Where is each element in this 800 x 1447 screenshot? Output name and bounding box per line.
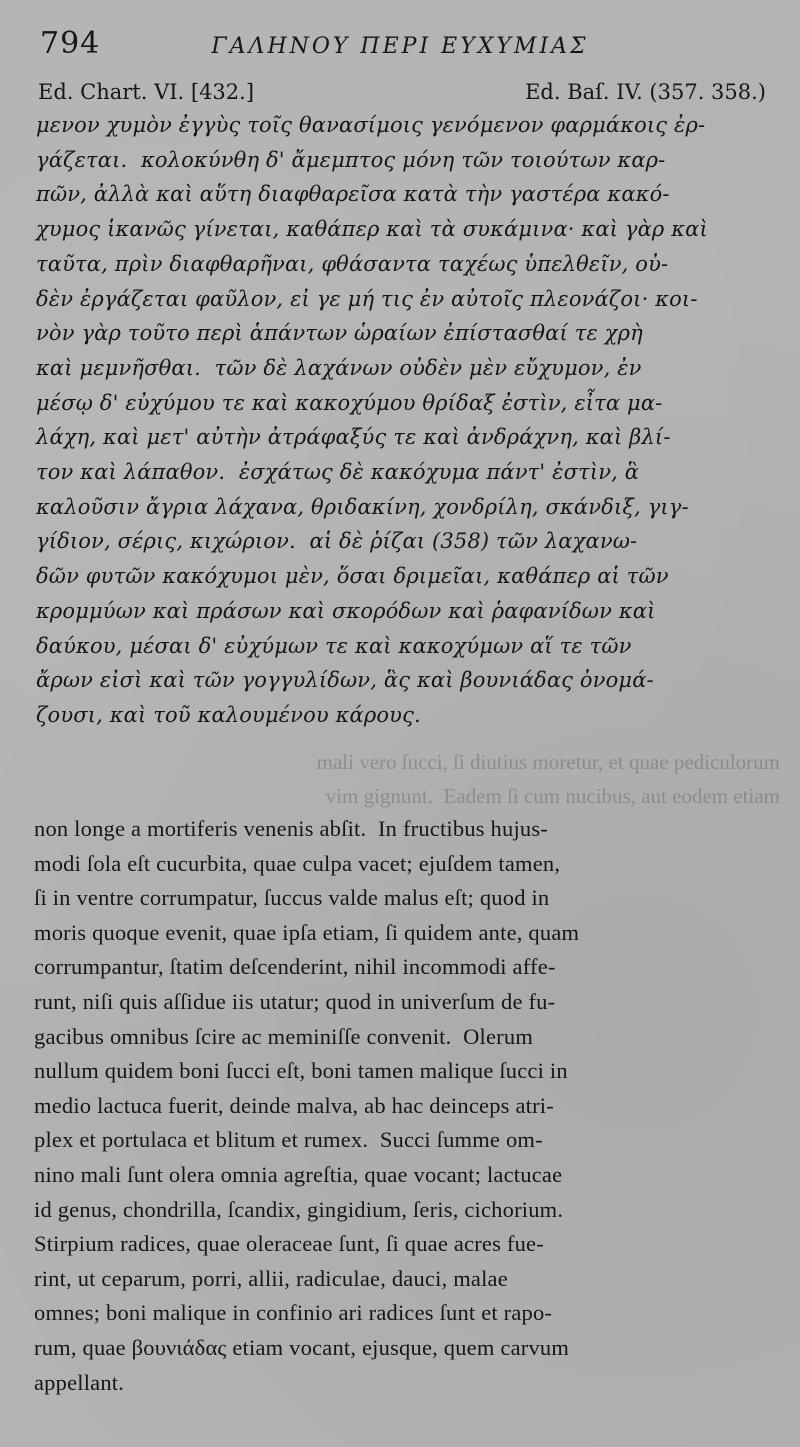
running-title: ΓΑΛΗΝΟΥ ΠΕΡΙ ΕΥΧΥΜΙΑΣ <box>211 34 589 59</box>
bleed-through-text: mali vero ſucci, ſi diutius moretur, et quae pediculorum vim gignunt. Eadem ſi cum nucibus, aut eodem etiam <box>316 750 780 808</box>
page-number: 794 <box>40 26 101 61</box>
greek-text-block: μενον χυμὸν ἐγγὺς τοῖς θανασίμοις γενόμενον φαρμάκοις ἐρ- γάζεται. κολοκύνθη δ' ἄμεμπτος μόνη τῶν τοιούτων καρ- πῶν, ἀλλὰ καὶ αὕτη διαφθαρεῖσα κατὰ τὴν γαστέρα κακό- χυμος ἱκανῶς γίνεται, καθάπερ καὶ τὰ συκάμινα· καὶ γὰρ καὶ ταῦτα, πρὶν διαφθαρῆναι, φθάσαντα ταχέως ὑπελθεῖν, οὐ- δὲν ἐργάζεται φαῦλον, εἰ γε μή τις ἐν αὐτοῖς πλεονάζοι· κοι- νὸν γὰρ τοῦτο περὶ ἁπάντων ὡραίων ἐπίστασθαί τε χρὴ καὶ μεμνῆσθαι. τῶν δὲ λαχάνων οὐδὲν μὲν εὔχυμον, ἐν μέσῳ δ' εὐχύμου τε καὶ κακοχύμου θρίδαξ ἐστὶν, εἶτα μα- λάχη, καὶ μετ' αὐτὴν ἀτράφαξύς τε καὶ ἀνδράχνη, καὶ βλί- τον καὶ λάπαθον. ἐσχάτως δὲ κακόχυμα πάντ' ἐστὶν, ἃ καλοῦσιν ἄγρια λάχανα, θριδακίνη, χονδρίλη, σκάνδιξ, γιγ- γίδιον, σέρις, κιχώριον. αἱ δὲ ῥίζαι (358) τῶν λαχανω- δῶν φυτῶν κακόχυμοι μὲν, ὅσαι δριμεῖαι, καθάπερ αἱ τῶν κρομμύων καὶ πράσων καὶ σκορόδων καὶ ῥαφανίδων καὶ δαύκου, μέσαι δ' εὐχύμων τε καὶ κακοχύμων αἵ τε τῶν ἄρων εἰσὶ καὶ τῶν γογγυλίδων, ἃς καὶ βουνιάδας ὀνομά- ζουσι, καὶ τοῦ καλουμένου κάρους. <box>36 113 708 727</box>
latin-text-block: non longe a mortiferis venenis abſit. In fructibus hujus- modi ſola eſt cucurbita, quae culpa vacet; ejuſdem tamen, ſi in ventre corrumpatur, ſuccus valde malus eſt; quod in moris quoque evenit, quae ipſa etiam, ſi quidem ante, quam corrumpantur, ſtatim deſcenderint, nihil incommodi affe- runt, niſi quis aſſidue iis utatur; quod in univerſum de fu- gacibus omnibus ſcire ac meminiſſe convenit. Olerum nullum quidem boni ſucci eſt, boni tamen malique ſucci in medio lactuca fuerit, deinde malva, ab hac deinceps atri- plex et portulaca et blitum et rumex. Succi ſumme om- nino mali ſunt olera omnia agreſtia, quae vocant; lactucae id genus, chondrilla, ſcandix, gingidium, ſeris, cichorium. Stirpium radices, quae oleraceae ſunt, ſi quae acres fue- rint, ut ceparum, porri, allii, radiculae, dauci, malae omnes; boni malique in confinio ari radices ſunt et rapo- rum, quae βουνιάδας etiam vocant, ejusque, quem carvum appellant. <box>34 816 580 1395</box>
edition-reference-right: Ed. Baſ. IV. (357. 358.) <box>525 80 766 104</box>
edition-reference-left: Ed. Chart. VI. [432.] <box>38 80 255 104</box>
